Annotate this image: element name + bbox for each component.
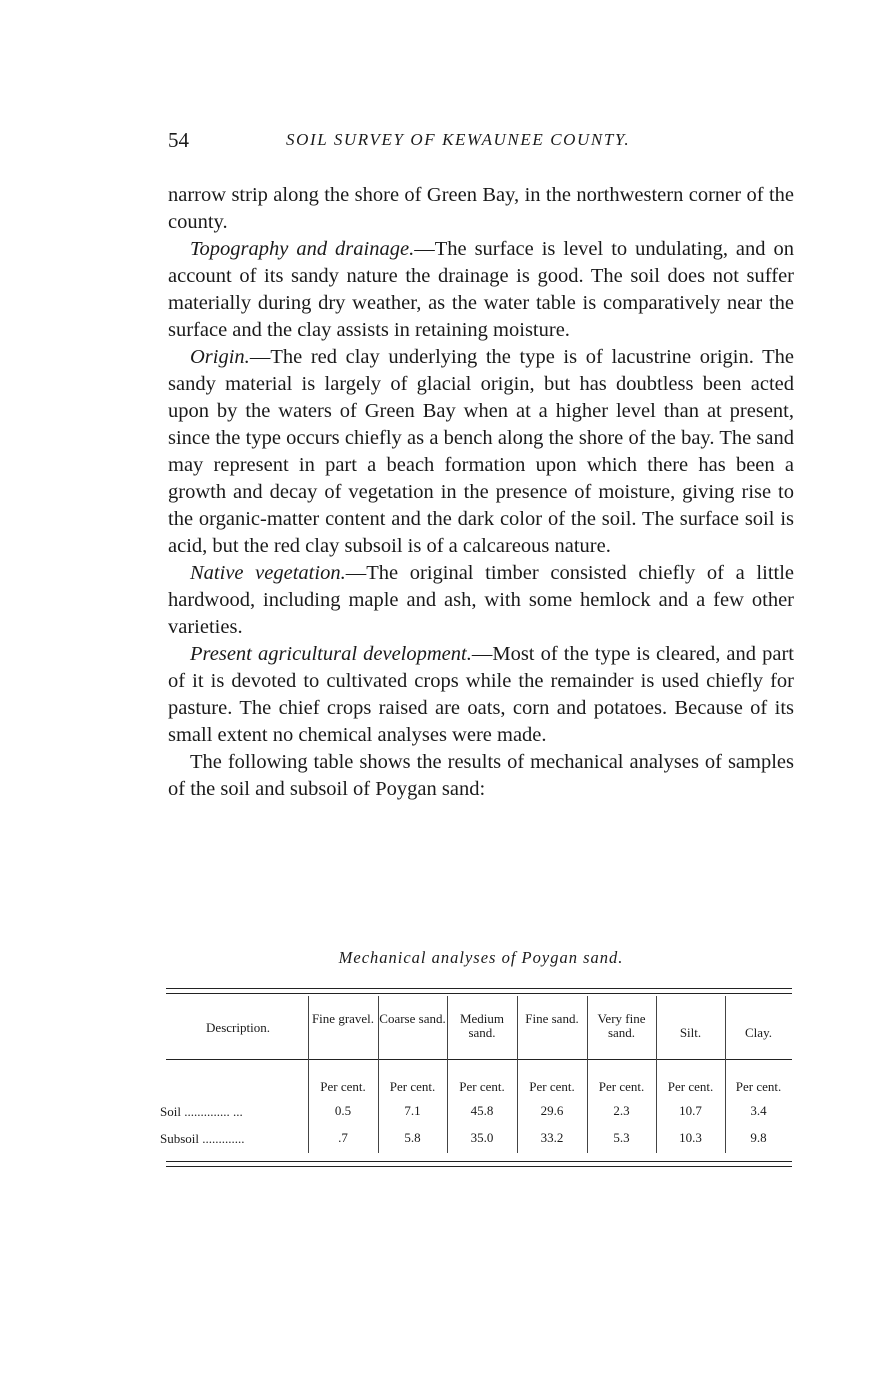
paragraph-lead: Native vegetation. <box>190 562 346 584</box>
table-rule <box>166 988 792 989</box>
table-cell: 0.5 <box>334 1103 352 1118</box>
table-row-label: Subsoil ............. <box>160 1131 245 1146</box>
table-cell: 2.3 <box>613 1103 630 1118</box>
table-rule <box>166 1161 792 1162</box>
table-rule <box>166 1059 792 1060</box>
table-rule <box>166 993 792 994</box>
table-cell: 9.8 <box>750 1130 767 1145</box>
body-text <box>168 182 794 803</box>
unit-label: Per cent. <box>598 1079 645 1094</box>
paragraph: Present agricultural development.—Most of the type is cleared, and part of it is devoted to cultivated crops while the remainder is used chiefly for pasture. The chief crops raised are oats, corn and potatoes. Because of its small extent no chemical analyses were made. <box>168 643 794 746</box>
column-header: Medium sand. <box>459 1011 505 1040</box>
unit-label: Per cent. <box>320 1079 366 1094</box>
paragraph: narrow strip along the shore of Green Bay, in the northwestern corner of the county. <box>168 184 794 233</box>
table-row-label: Soil .............. ... <box>160 1104 243 1119</box>
table-cell: 33.2 <box>540 1130 564 1145</box>
unit-label: Per cent. <box>735 1079 782 1094</box>
table-rule <box>166 1166 792 1167</box>
table-cell: 29.6 <box>540 1103 564 1118</box>
unit-label: Per cent. <box>459 1079 505 1094</box>
page-header <box>168 128 792 158</box>
column-header: Description. <box>206 1020 270 1035</box>
analysis-table <box>160 988 792 1173</box>
column-header: Coarse sand. <box>379 1011 446 1026</box>
table-cell: 10.3 <box>679 1130 702 1145</box>
unit-label: Per cent. <box>667 1079 714 1094</box>
page-number: 54 <box>168 128 189 152</box>
table-caption: Mechanical analyses of Poygan sand. <box>338 948 624 967</box>
column-divider <box>725 996 726 1153</box>
table-cell: 7.1 <box>404 1103 421 1118</box>
paragraph-lead: Topography and drainage. <box>190 238 415 260</box>
paragraph: Topography and drainage.—The surface is level to undulating, and on account of its sandy nature the drainage is good. The soil does not suffer materially during dry weather, as the water table is comparatively near the surface and the clay assists in retaining moisture. <box>168 238 795 341</box>
unit-label: Per cent. <box>389 1079 436 1094</box>
table-cell: 5.8 <box>404 1130 421 1145</box>
column-header: Fine sand. <box>525 1011 579 1026</box>
table-cell: 45.8 <box>470 1103 494 1118</box>
column-header: Silt. <box>679 1025 702 1040</box>
column-header: Fine gravel. <box>311 1011 375 1026</box>
paragraph-lead: Present agricultural development. <box>190 643 472 665</box>
paragraph-lead: Origin. <box>190 346 250 368</box>
paragraph: The following table shows the results of mechanical analyses of samples of the soil and subsoil of Poygan sand: <box>168 751 794 800</box>
paragraph: Origin.—The red clay underlying the type is of lacustrine origin. The sandy material is largely of glacial origin, but has doubtless been acted upon by the waters of Green Bay when at a higher level than at present, since the type occurs chiefly as a bench along the shore of the bay. The sand may represent in part a beach formation upon which there has been a growth and decay of vegetation in the presence of moisture, giving rise to the organic-matter content and the dark color of the soil. The surface soil is acid, but the red clay subsoil is of a calcareous nature. <box>168 346 794 557</box>
table-cell: 3.4 <box>750 1103 767 1118</box>
table-cell: 5.3 <box>613 1130 630 1145</box>
table-cell: 35.0 <box>470 1130 494 1145</box>
table-cell: .7 <box>338 1130 348 1145</box>
column-divider <box>656 996 657 1153</box>
column-header: Very fine sand. <box>597 1011 646 1040</box>
table-cell: 10.7 <box>679 1103 702 1118</box>
paragraph: Native vegetation.—The original timber consisted chiefly of a little hardwood, including maple and ash, with some hemlock and a few other varieties. <box>168 562 795 638</box>
column-header: Clay. <box>745 1025 772 1040</box>
running-title: SOIL SURVEY OF KEWAUNEE COUNTY. <box>286 130 631 149</box>
unit-label: Per cent. <box>529 1079 575 1094</box>
